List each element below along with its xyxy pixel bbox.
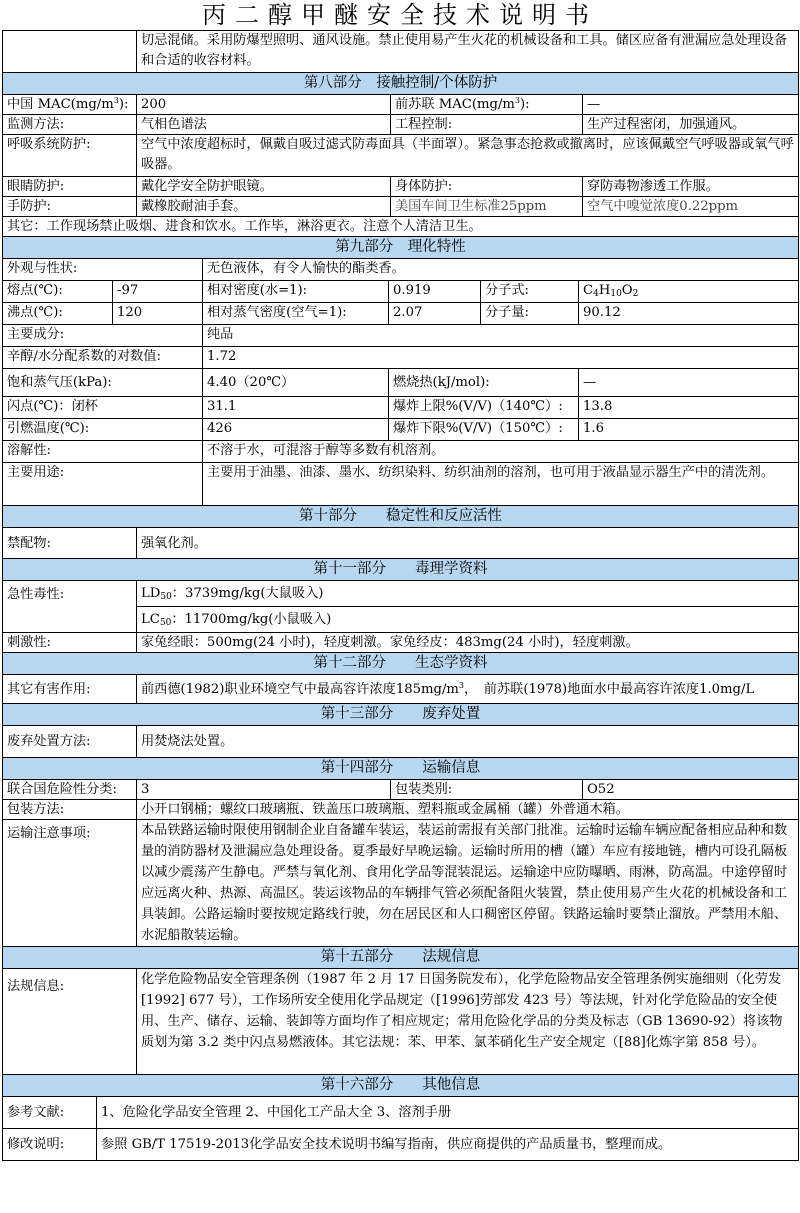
- melting-point-label: 熔点(℃):: [3, 281, 113, 303]
- section-10-header: 第十部分 稳定性和反应活性: [3, 506, 799, 528]
- density-value: 0.919: [389, 281, 481, 303]
- logp-value: 1.72: [203, 347, 799, 369]
- section-15-header: 第十五部分 法规信息: [3, 947, 799, 969]
- flash-point-value: 31.1: [203, 397, 389, 419]
- revision-value: 参照 GB/T 17519-2013化学品安全技术说明书编写指南，供应商提供的产品质量书，整理而成。: [97, 1129, 799, 1161]
- irritation-label: 刺激性:: [3, 633, 137, 653]
- engineering-value: 生产过程密闭，加强通风。: [583, 115, 799, 135]
- boiling-point-label: 沸点(℃):: [3, 303, 113, 325]
- acute-toxicity-label: 急性毒性:: [3, 581, 137, 633]
- incompatible-label: 禁配物:: [3, 528, 137, 559]
- disposal-value: 用焚烧法处置。: [137, 726, 799, 758]
- section-11-header: 第十一部分 毒理学资料: [3, 559, 799, 581]
- respiratory-value: 空气中浓度超标时，佩戴自吸过滤式防毒面具（半面罩）。紧急事态抢救或撤离时，应该佩戴空气呼吸器或氧气呼吸器。: [137, 135, 799, 177]
- appearance-value: 无色液体，有令人愉快的酯类香。: [203, 259, 799, 281]
- lower-explosive-limit-label: 爆炸下限%(V/V)（150℃）:: [389, 419, 579, 441]
- section-9-table: [2, 236, 799, 506]
- packaging-value: 小开口钢桶；螺纹口玻璃瓶、铁盖压口玻璃瓶、塑料瓶或金属桶（罐）外普通木箱。: [137, 800, 799, 820]
- hand-value: 戴橡胶耐油手套。: [137, 197, 391, 217]
- odor-threshold: 空气中嗅觉浓度0.22ppm: [583, 197, 799, 217]
- vapor-pressure-label: 饱和蒸气压(kPa):: [3, 369, 203, 397]
- molecular-weight-label: 分子量:: [481, 303, 579, 325]
- packing-class-value: O52: [583, 780, 799, 800]
- autoignition-value: 426: [203, 419, 389, 441]
- un-class-label: 联合国危险性分类:: [3, 780, 137, 800]
- heat-of-combustion-label: 燃烧热(kJ/mol):: [389, 369, 579, 397]
- body-label: 身体防护:: [391, 177, 583, 197]
- section-16-table: [2, 1074, 799, 1161]
- vapor-density-value: 2.07: [389, 303, 481, 325]
- us-standard: 美国车间卫生标准25ppm: [391, 197, 583, 217]
- references-label: 参考文献:: [3, 1097, 97, 1129]
- solubility-value: 不溶于水，可混溶于醇等多数有机溶剂。: [203, 441, 799, 463]
- eye-value: 戴化学安全防护眼镜。: [137, 177, 391, 197]
- lc50-value: $LC_{50}$：11700mg/kg(小鼠吸入): [137, 607, 799, 633]
- mac-china-label: 中国 $MAC(mg/m^3)$:: [3, 95, 137, 115]
- upper-explosive-limit-value: 13.8: [579, 397, 799, 419]
- body-value: 穿防毒物渗透工作服。: [583, 177, 799, 197]
- mac-ussr-label: 前苏联 $MAC(mg/m^3)$:: [391, 95, 583, 115]
- autoignition-label: 引燃温度(℃):: [3, 419, 203, 441]
- molecular-weight-value: 90.12: [579, 303, 799, 325]
- section-9-header: 第九部分 理化特性: [3, 237, 799, 259]
- monitor-label: 监测方法:: [3, 115, 137, 135]
- flash-point-label: 闪点(℃)：闭杯: [3, 397, 203, 419]
- disposal-label: 废弃处置方法:: [3, 726, 137, 758]
- regulation-label: 法规信息:: [3, 969, 137, 1075]
- incompatible-value: 强氧化剂。: [137, 528, 799, 559]
- density-label: 相对密度(水=1):: [203, 281, 389, 303]
- document-title: 丙二醇甲醚安全技术说明书: [202, 1, 598, 29]
- main-use-label: 主要用途:: [3, 463, 203, 506]
- section-14-header: 第十四部分 运输信息: [3, 758, 799, 780]
- revision-label: 修改说明:: [3, 1129, 97, 1161]
- packaging-label: 包装方法:: [3, 800, 137, 820]
- engineering-label: 工程控制:: [391, 115, 583, 135]
- other-hazard-value: 前西德(1982)职业环境空气中最高容许浓度$185mg/m^3$， 前苏联(1978)地面水中最高容许浓度1.0mg/L: [137, 675, 799, 704]
- irritation-value: 家兔经眼：500mg(24 小时)，轻度刺激。家兔经皮：483mg(24 小时)，轻度刺激。: [137, 633, 799, 653]
- sds-sheet: [2, 30, 798, 1161]
- vapor-pressure-value: 4.40（20℃）: [203, 369, 389, 397]
- boiling-point-value: 120: [113, 303, 203, 325]
- transport-label: 运输注意事项:: [3, 820, 137, 947]
- section-12-header: 第十二部分 生态学资料: [3, 653, 799, 675]
- section-13-header: 第十三部分 废弃处置: [3, 704, 799, 726]
- heat-of-combustion-value: —: [579, 369, 799, 397]
- upper-explosive-limit-label: 爆炸上限%(V/V)（140℃）:: [389, 397, 579, 419]
- appearance-label: 外观与性状:: [3, 259, 203, 281]
- respiratory-label: 呼吸系统防护:: [3, 135, 137, 177]
- section-16-header: 第十六部分 其他信息: [3, 1075, 799, 1097]
- melting-point-value: -97: [113, 281, 203, 303]
- vapor-density-label: 相对蒸气密度(空气=1):: [203, 303, 389, 325]
- lower-explosive-limit-value: 1.6: [579, 419, 799, 441]
- packing-class-label: 包装类别:: [391, 780, 583, 800]
- main-use-value: 主要用于油墨、油漆、墨水、纺织染料、纺织油剂的溶剂，也可用于液晶显示器生产中的清洗剂。: [203, 463, 799, 506]
- references-value: 1、危险化学品安全管理 2、中国化工产品大全 3、溶剂手册: [97, 1097, 799, 1129]
- transport-value: 本品铁路运输时限使用钢制企业自备罐车装运，装运前需报有关部门批准。运输时运输车辆应配备相应品种和数量的消防器材及泄漏应急处理设备。夏季最好早晚运输。运输时所用的槽（罐）车应有接地链，槽内可设孔隔板以减少震荡产生静电。严禁与氧化剂、食用化学品等混装混运。运输途中应防曝晒、雨淋，防高温。中途停留时应远离火种、热源、高温区。装运该物品的车辆排气管必须配备阻火装置，禁止使用易产生火花的机械设备和工具装卸。公路运输时要按规定路线行驶，勿在居民区和人口稠密区停留。铁路运输时要禁止溜放。严禁用木船、水泥船散装运输。: [137, 820, 799, 947]
- sections-10-15-table: [2, 505, 799, 1075]
- composition-label: 主要成分:: [3, 325, 203, 347]
- other-protection: 其它：工作现场禁止吸烟、进食和饮水。工作毕，淋浴更衣。注意个人清洁卫生。: [3, 217, 799, 237]
- section-8-header: 第八部分 接触控制/个体防护: [3, 73, 799, 95]
- hand-label: 手防护:: [3, 197, 137, 217]
- storage-continuation: 切忌混储。采用防爆型照明、通风设施。禁止使用易产生火花的机械设备和工具。储区应备有泄漏应急处理设备和合适的收容材料。: [137, 31, 799, 73]
- composition-value: 纯品: [203, 325, 799, 347]
- ld50-value: $LD_{50}$：3739mg/kg(大鼠吸入): [137, 581, 799, 607]
- mac-ussr-value: —: [583, 95, 799, 115]
- other-hazard-label: 其它有害作用:: [3, 675, 137, 704]
- solubility-label: 溶解性:: [3, 441, 203, 463]
- un-class-value: 3: [137, 780, 391, 800]
- logp-label: 辛醇/水分配系数的对数值:: [3, 347, 203, 369]
- regulation-value: 化学危险物品安全管理条例（1987 年 2 月 17 日国务院发布），化学危险物品安全管理条例实施细则（化劳发[1992] 677 号），工作场所安全使用化学品规定（[1996]劳部发 423 号）等法规，针对化学危险品的安全使用、生产、储存、运输、装卸等方面均作了相应规定；常用危险化学品的分类及标志（GB 13690-92）将该物质划为第 3.2 类中闪点易燃液体。其它法规：苯、甲苯、氯苯硝化生产安全规定（[88]化炼字第 858 号）。: [137, 969, 799, 1075]
- section-8-table: [2, 30, 799, 237]
- mac-china-value: 200: [137, 95, 391, 115]
- eye-label: 眼睛防护:: [3, 177, 137, 197]
- formula-value: $C_4H_{10}O_2$: [579, 281, 799, 303]
- formula-label: 分子式:: [481, 281, 579, 303]
- monitor-value: 气相色谱法: [137, 115, 391, 135]
